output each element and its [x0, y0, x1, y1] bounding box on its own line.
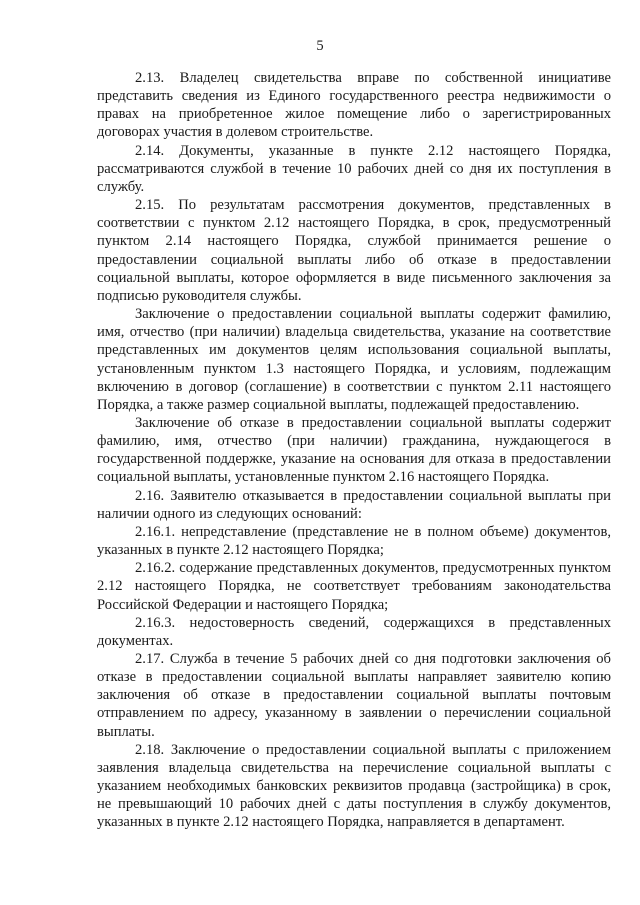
page-number: 5 — [316, 38, 324, 54]
paragraph-2-13: 2.13. Владелец свидетельства вправе по собственной инициативе представить сведения из Единого государственного реестра недвижимости о правах на приобретенное жилое помещение либо о зарегистрированных договорах участия в долевом строительстве. — [97, 70, 611, 141]
paragraph-2-17: 2.17. Служба в течение 5 рабочих дней со дня подготовки заключения об отказе в предоставлении социальной выплаты направляет заявителю копию заключения об отказе в предоставлении социальной выплаты почтовым отправлением по адресу, указанному в заявлении о перечислении социальной выплаты. — [97, 651, 611, 740]
paragraph-2-14: 2.14. Документы, указанные в пункте 2.12 настоящего Порядка, рассматриваются службой в течение 10 рабочих дней со дня их поступления в службу. — [97, 142, 611, 195]
document-body — [97, 69, 611, 832]
paragraph-2-18: 2.18. Заключение о предоставлении социальной выплаты с приложением заявления владельца свидетельства на перечисление социальной выплаты с указанием необходимых банковских реквизитов продавца (застройщика) в срок, не превышающий 10 рабочих дней с даты поступления в службу документов, указанных в пункте 2.12 настоящего Порядка, направляется в департамент. — [97, 741, 611, 831]
paragraph-grant-conclusion: Заключение о предоставлении социальной выплаты содержит фамилию, имя, отчество (при наличии) владельца свидетельства, указание на соответствие представленных им документов целям использования социальной выплаты, установленным пунктом 1.3 настоящего Порядка, и условиям, подлежащим включению в договор (соглашение) в соответствии с пунктом 2.11 настоящего Порядка, а также размер социальной выплаты, подлежащей предоставлению. — [97, 306, 611, 413]
paragraph-2-16-1: 2.16.1. непредставление (представление не в полном объеме) документов, указанных в пункте 2.12 настоящего Порядка; — [97, 523, 611, 559]
paragraph-2-16-3: 2.16.3. недостоверность сведений, содержащихся в представленных документах. — [97, 614, 611, 649]
paragraph-2-16: 2.16. Заявителю отказывается в предоставлении социальной выплаты при наличии одного из следующих оснований: — [97, 487, 611, 522]
paragraph-2-15: 2.15. По результатам рассмотрения документов, представленных в соответствии с пунктом 2.12 настоящего Порядка, в срок, предусмотренный пунктом 2.14 настоящего Порядка, службой принимается решение о предоставлении социальной выплаты либо об отказе в предоставлении социальной выплаты, которое оформляется в виде письменного заключения за подписью руководителя службы. — [97, 197, 611, 304]
paragraph-refusal-conclusion: Заключение об отказе в предоставлении социальной выплаты содержит фамилию, имя, отчество (при наличии) гражданина, нуждающегося в государственной поддержке, указание на основания для отказа в предоставлении социальной выплаты, установленные пунктом 2.16 настоящего Порядка. — [97, 414, 611, 486]
paragraph-2-16-2: 2.16.2. содержание представленных документов, предусмотренных пунктом 2.12 настоящего Порядка, не соответствует требованиям законодательства Российской Федерации и настоящего Порядка; — [97, 560, 611, 613]
